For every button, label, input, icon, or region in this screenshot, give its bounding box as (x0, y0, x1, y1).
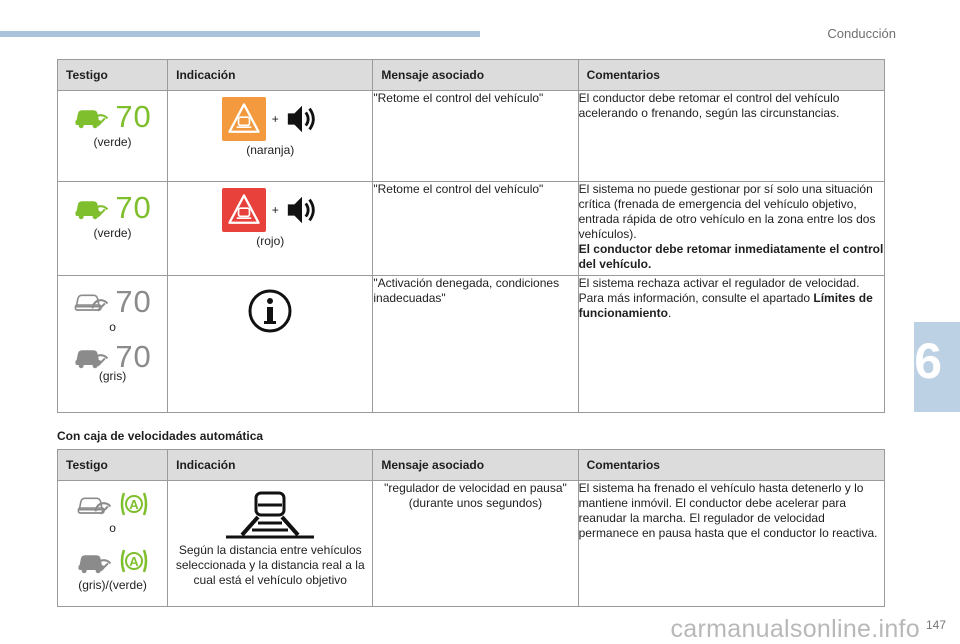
svg-text:A: A (128, 497, 139, 512)
chapter-number: 6 (914, 333, 942, 389)
mensaje-cell: "regulador de velocidad en pausa" (durante unos segundos) (373, 481, 578, 607)
col-header-testigo: Testigo (58, 60, 168, 91)
speaker-icon (285, 193, 319, 227)
indicacion-caption: (naranja) (246, 143, 295, 157)
col-header-comentarios: Comentarios (578, 60, 884, 91)
mensaje-cell: "Activación denegada, condiciones inadecuadas" (373, 276, 578, 413)
table-row (58, 481, 885, 607)
mensaje-cell: "Retome el control del vehículo" (373, 182, 578, 276)
hazard-warning-icon (222, 188, 266, 232)
indicacion-caption: Según la distancia entre vehículos seleccionada y la distancia real a la cual está el vehículo objetivo (175, 543, 365, 587)
comentario-text: El sistema rechaza activar el regulador de velocidad. Para más información, consulte el apartado (578, 276, 860, 305)
speedometer-car-outline-icon (76, 491, 112, 517)
comentario-text: El sistema no puede gestionar por sí solo una situación crítica (frenada de emergencia del vehículo objetivo, entrada rápida de otro vehículo en la zona entre los dos vehículos). (578, 182, 876, 241)
plus-sign: + (271, 111, 279, 126)
following-distance-icon (220, 489, 320, 539)
or-label: o (109, 320, 116, 334)
top-accent-bar (0, 31, 480, 37)
speed-value: 70 (115, 98, 152, 134)
table-row (58, 182, 885, 276)
page-number: 147 (925, 618, 946, 632)
speed-value: 70 (115, 338, 152, 374)
speedometer-car-outline-icon (73, 288, 109, 314)
testigo-caption: (gris) (98, 369, 127, 383)
col-header-indicacion: Indicación (168, 450, 373, 481)
comentario-cell: El conductor debe retomar el control del vehículo acelerando o frenando, según las circunstancias. (578, 91, 884, 182)
col-header-mensaje: Mensaje asociado (373, 60, 578, 91)
indicator-table (57, 59, 885, 413)
a-badge-icon (118, 546, 150, 576)
testigo-caption: (verde) (93, 226, 132, 240)
comentario-cell (578, 276, 884, 413)
a-badge-icon (118, 489, 150, 519)
section-title: Conducción (827, 26, 896, 41)
watermark: carmanualsonline.info (670, 615, 920, 643)
speaker-icon (285, 102, 319, 136)
col-header-comentarios: Comentarios (578, 450, 884, 481)
or-label: o (109, 521, 116, 535)
table-row (58, 276, 885, 413)
hazard-warning-icon (222, 97, 266, 141)
comentario-link-bold: Límites de funcionamiento (578, 291, 873, 320)
comentario-end: . (667, 306, 672, 320)
speedometer-car-icon (73, 103, 109, 129)
mensaje-cell: "Retome el control del vehículo" (373, 91, 578, 182)
testigo-caption: (gris)/(verde) (78, 578, 147, 592)
indicacion-caption: (rojo) (256, 234, 285, 248)
comentario-cell (578, 182, 884, 276)
info-icon (247, 288, 293, 334)
table-row (58, 91, 885, 182)
speed-value: 70 (115, 283, 152, 319)
svg-text:A: A (128, 554, 139, 569)
speedometer-car-icon (76, 548, 112, 574)
comentario-bold: El conductor debe retomar inmediatamente el control del vehículo. (578, 242, 884, 271)
testigo-caption: (verde) (93, 135, 132, 149)
subheading: Con caja de velocidades automática (57, 429, 264, 443)
indicator-table-automatic (57, 449, 885, 607)
col-header-testigo: Testigo (58, 450, 168, 481)
speedometer-car-icon (73, 343, 109, 369)
plus-sign: + (271, 202, 279, 217)
col-header-indicacion: Indicación (168, 60, 373, 91)
comentario-cell: El sistema ha frenado el vehículo hasta detenerlo y lo mantiene inmóvil. El conductor debe acelerar para reanudar la marcha. El regulador de velocidad permanece en pausa hasta que el conductor lo reactiva. (578, 481, 884, 607)
speed-value: 70 (115, 189, 152, 225)
speedometer-car-icon (73, 194, 109, 220)
col-header-mensaje: Mensaje asociado (373, 450, 578, 481)
